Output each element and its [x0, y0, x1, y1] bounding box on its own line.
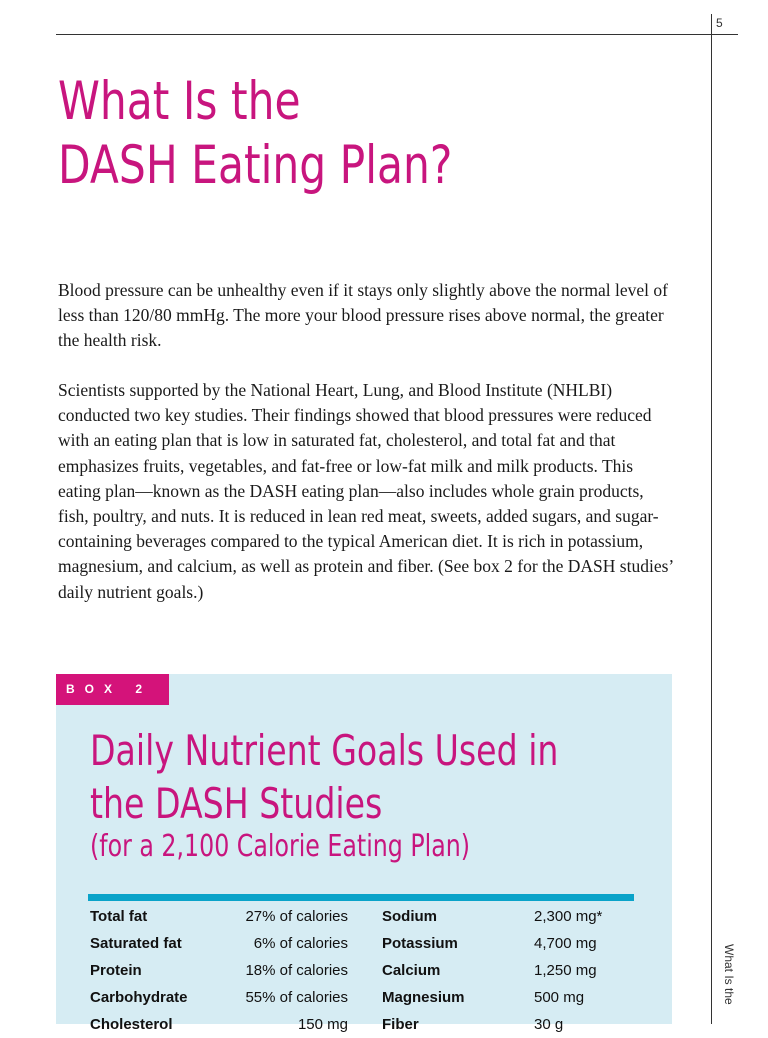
nutrient-value-text: 500 mg — [534, 989, 585, 1006]
nutrient-value: 27% of calories — [245, 908, 348, 925]
box-title-line-2: the DASH Studies — [90, 779, 383, 828]
box-subtitle: (for a 2,100 Calorie Eating Plan) — [90, 829, 471, 864]
studies-paragraph — [58, 378, 678, 605]
page-title — [58, 70, 452, 198]
nutrient-value — [510, 930, 638, 957]
page-title-line-1: What Is the — [58, 71, 301, 132]
nutrient-value: 150 mg — [297, 1016, 348, 1033]
table-row — [90, 957, 638, 984]
nutrient-value-text: 2,300 mg* — [534, 908, 603, 925]
side-tab-label: What Is the — [722, 944, 736, 1005]
nutrient-goals-box — [56, 674, 672, 1033]
nutrient-value — [510, 903, 638, 930]
nutrient-name: Sodium — [382, 908, 437, 925]
nutrient-name: Magnesium — [382, 989, 465, 1006]
table-row — [90, 930, 638, 957]
nutrient-name: Cholesterol — [90, 1016, 173, 1033]
nutrient-value — [510, 1011, 638, 1038]
nutrient-value-text: 1,250 mg — [534, 962, 597, 979]
nutrient-name: Saturated fat — [90, 935, 182, 952]
page-title-line-2: DASH Eating Plan? — [58, 135, 453, 196]
nutrient-name: Total fat — [90, 908, 148, 925]
paragraph-text: Blood pressure can be unhealthy even if it stays only slightly above the normal level of less than 120/80 mmHg. The more your blood pressure rises above normal, the greater the health risk. — [58, 280, 668, 351]
paragraph-text: Scientists supported by the National Heart, Lung, and Blood Institute (NHLBI) conducted two key studies. Their findings showed that blood pressures were reduced with an eating plan that is low in saturated fat, cholesterol, and total fat and that emphasizes fruits, vegetables, and fat-free or low-fat milk and milk products. This eating plan—known as the DASH eating plan—also includes whole grain products, fish, poultry, and nuts. It is reduced in lean red meat, sweets, added sugars, and sugar-containing beverages compared to the typical American diet. It is rich in potassium, magnesium, and calcium, as well as protein and fiber. (See box 2 for the DASH studies’ daily nutrient goals.) — [58, 380, 673, 602]
nutrient-name: Protein — [90, 962, 142, 979]
nutrient-value-text: 4,700 mg — [534, 935, 597, 952]
nutrient-value: 18% of calories — [245, 962, 348, 979]
nutrient-value: 55% of calories — [245, 989, 348, 1006]
side-rule — [711, 14, 712, 1024]
box-title — [90, 724, 558, 830]
top-rule — [56, 34, 738, 35]
page-number: 5 — [716, 16, 723, 30]
nutrient-value: 6% of calories — [253, 935, 348, 952]
intro-paragraph — [58, 278, 678, 354]
nutrient-value — [510, 957, 638, 984]
nutrient-name: Calcium — [382, 962, 441, 979]
nutrient-value-text: 30 g — [534, 1016, 564, 1033]
nutrient-name: Potassium — [382, 935, 458, 952]
table-row — [90, 984, 638, 1011]
box-title-line-1: Daily Nutrient Goals Used in — [90, 726, 559, 775]
table-row — [90, 1011, 638, 1038]
nutrient-name: Fiber — [382, 1016, 419, 1033]
table-row — [90, 903, 638, 930]
box-label: BOX 2 — [56, 674, 169, 705]
box-rule — [88, 894, 634, 901]
nutrient-name: Carbohydrate — [90, 989, 188, 1006]
nutrient-value — [510, 984, 638, 1011]
nutrient-table — [90, 903, 638, 1038]
